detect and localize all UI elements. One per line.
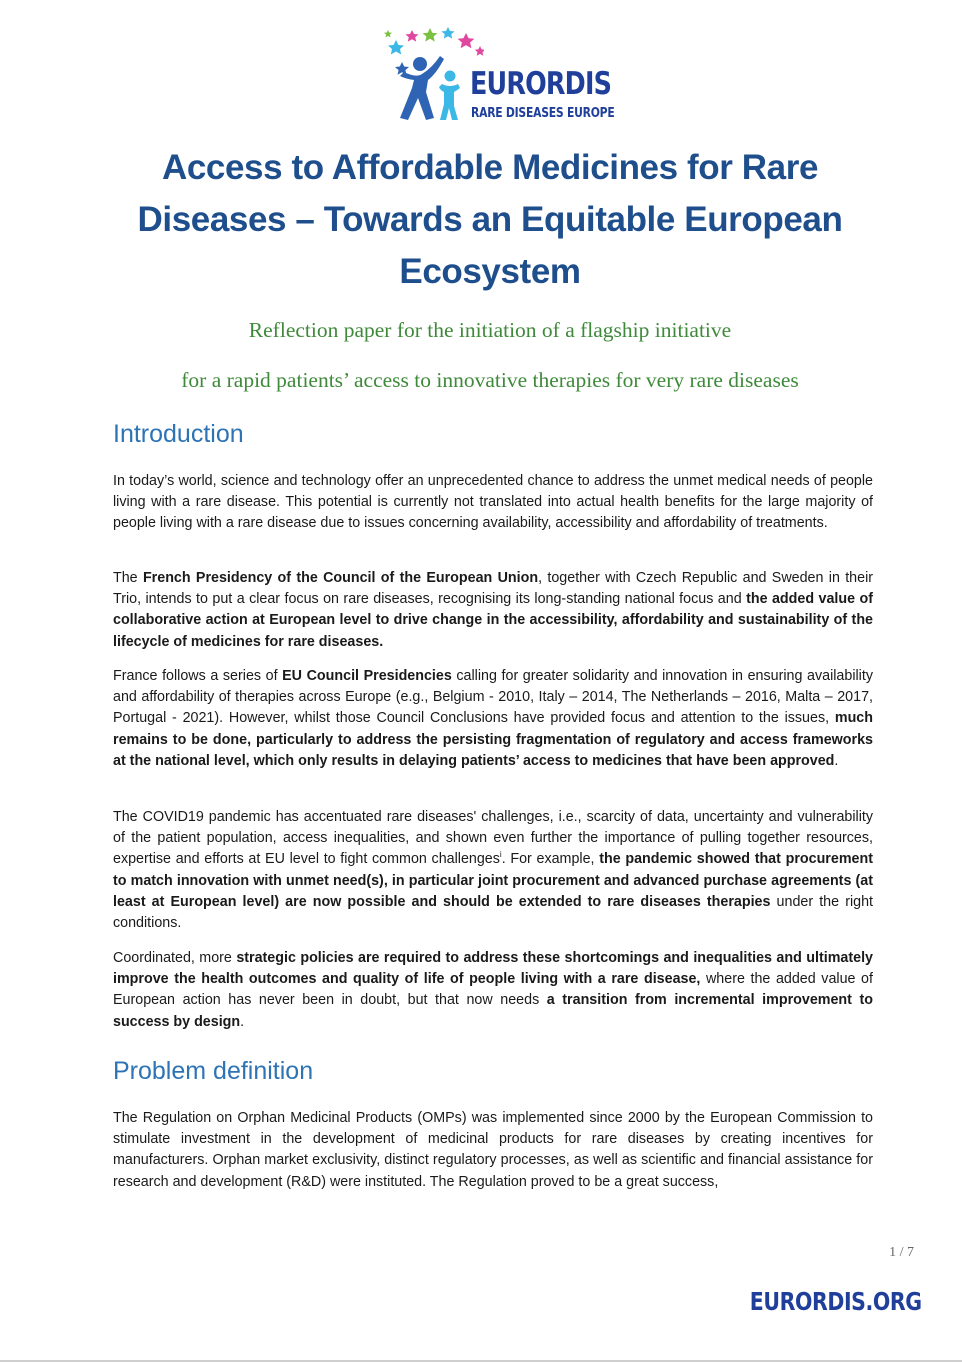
heading-problem-definition: Problem definition — [113, 1057, 314, 1085]
page-number: 1 / 7 — [889, 1245, 914, 1260]
endnote-marker[interactable]: i — [499, 850, 502, 860]
website-link[interactable]: EURORDIS.ORG — [750, 1287, 922, 1316]
eurordis-logo — [384, 22, 614, 124]
document-subtitle-line2: for a rapid patients’ access to innovative therapies for very rare diseases — [181, 368, 799, 392]
logo-wordmark: EURORDIS — [470, 66, 612, 102]
intro-paragraph-3: France follows a series of EU Council Presidencies calling for greater solidarity and innovation in ensuring availability and affordability of therapies across Europe (e.g., Belgium - 2010, Italy – 2014, The Netherlands – 2016, Malta – 2017, Portugal - 2021). However, whilst those Council Conclusions have provided focus and attention to the issues, much remains to be done, particularly to address the persisting fragmentation of regulatory and access frameworks at the national level, which only results in delaying patients’ access to medicines that have been approved. — [113, 668, 873, 769]
intro-paragraph-2: The French Presidency of the Council of the European Union, together with Czech Republic and Sweden in their Trio, intends to put a clear focus on rare diseases, recognising its long-standing national focus and the added value of collaborative action at European level to drive change in the accessibility, affordability and sustainability of the lifecycle of medicines for rare diseases. — [113, 570, 874, 650]
problem-paragraph-1: The Regulation on Orphan Medicinal Products (OMPs) was implemented since 2000 by the European Commission to stimulate investment in the development of medicinal products for rare diseases by creating incentives for manufacturers. Orphan market exclusivity, distinct regulatory processes, as well as scientific and financial assistance for research and development (R&D) were instituted. The Regulation proved to be a great success, — [113, 1110, 873, 1190]
heading-introduction: Introduction — [113, 420, 244, 448]
intro-paragraph-1: In today’s world, science and technology offer an unprecedented chance to address the unmet medical needs of people living with a rare disease. This potential is currently not translated into actual health benefits for the large majority of people living with a rare disease due to issues concerning availability, accessibility and affordability of treatments. — [113, 473, 873, 532]
logo-figure-icon — [384, 22, 484, 124]
document-title: Access to Affordable Medicines for Rare Diseases – Towards an Equitable European Ecosystem — [137, 148, 843, 291]
logo-tagline: RARE DISEASES EUROPE — [471, 105, 615, 121]
document-subtitle-line1: Reflection paper for the initiation of a flagship initiative — [248, 318, 732, 342]
intro-paragraph-5: Coordinated, more strategic policies are required to address these shortcomings and inequalities and ultimately improve the health outcomes and quality of life of people living with a rare disease, where the added value of European action has never been in doubt, but that now needs a transition from incremental improvement to success by design. — [113, 950, 873, 1030]
intro-paragraph-4: The COVID19 pandemic has accentuated rare diseases' challenges, i.e., scarcity of data, uncertainty and vulnerability of the patient population, access inequalities, and shown even further the importance of pulling together resources, expertise and efforts at EU level to fight common challenges$^i$. For example, the pandemic showed that procurement to match innovation with unmet need(s), in particular joint procurement and advanced purchase agreements (at least at European level) are now possible and should be extended to rare diseases therapies under the right conditions. — [113, 809, 873, 932]
